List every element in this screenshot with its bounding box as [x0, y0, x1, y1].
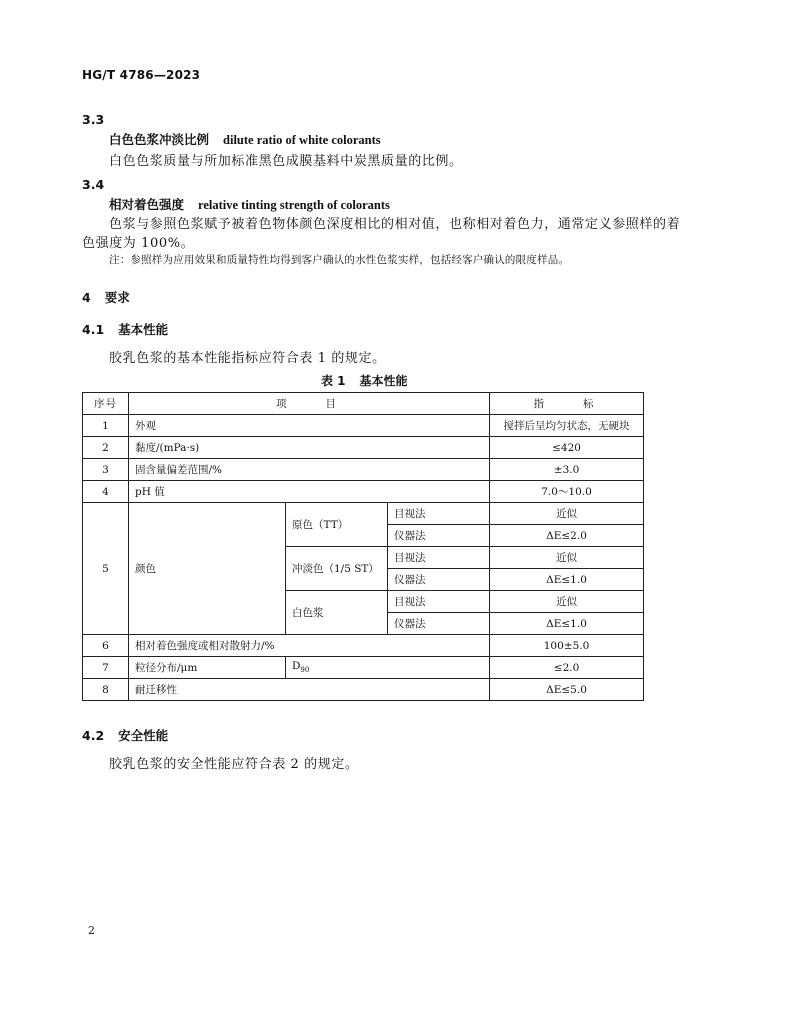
section-number: 3.4 [82, 177, 105, 192]
colour-st: 冲淡色（1/5 ST） [286, 547, 388, 591]
section-number: 4 [82, 290, 91, 305]
table-caption-number: 表 1 [321, 374, 346, 388]
row-no: 3 [83, 459, 129, 481]
row-no: 4 [83, 481, 129, 503]
term-en: relative tinting strength of colorants [198, 198, 390, 212]
d90-subscript: 90 [300, 666, 310, 675]
section-number: 4.2 [82, 728, 105, 743]
term-heading [109, 195, 390, 213]
row-item: 粒径分布/μm [129, 657, 286, 679]
method-instrument: 仪器法 [388, 569, 490, 591]
row-spec: 近似 [490, 591, 644, 613]
table-row [83, 657, 644, 679]
row-spec: 近似 [490, 547, 644, 569]
colour-white: 白色浆 [286, 591, 388, 635]
paragraph: 胶乳色浆的安全性能应符合表 2 的规定。 [109, 757, 359, 772]
term-heading [109, 130, 381, 148]
method-instrument: 仪器法 [388, 525, 490, 547]
row-no: 8 [83, 679, 129, 701]
term-en: dilute ratio of white colorants [223, 133, 381, 147]
row-spec: ΔE≤1.0 [490, 613, 644, 635]
term-definition-line2: 色强度为 100%。 [82, 236, 195, 251]
d90-label: D [292, 660, 301, 673]
table-row [83, 437, 644, 459]
row-spec: ≤2.0 [490, 657, 644, 679]
page-number: 2 [88, 924, 95, 937]
row-spec: ≤420 [490, 437, 644, 459]
row-no: 2 [83, 437, 129, 459]
table-caption-title: 基本性能 [359, 374, 408, 388]
section-title: 基本性能 [118, 322, 169, 337]
row-item: 颜色 [129, 503, 286, 635]
table-caption [321, 372, 408, 389]
paragraph: 胶乳色浆的基本性能指标应符合表 1 的规定。 [109, 351, 386, 366]
table-row [83, 635, 644, 657]
row-item: 固含量偏差范围/% [129, 459, 490, 481]
basic-performance-table [82, 392, 644, 701]
method-visual: 目视法 [388, 503, 490, 525]
term-definition: 白色色浆质量与所加标准黑色成膜基料中炭黑质量的比例。 [109, 154, 463, 169]
colour-tt: 原色（TT） [286, 503, 388, 547]
table-row [83, 679, 644, 701]
table-row [83, 459, 644, 481]
header-spec: 指 标 [490, 393, 644, 415]
table-row [83, 415, 644, 437]
section-heading-4 [82, 288, 130, 306]
row-spec: 100±5.0 [490, 635, 644, 657]
row-spec: 7.0～10.0 [490, 481, 644, 503]
row-spec: ±3.0 [490, 459, 644, 481]
row-no: 1 [83, 415, 129, 437]
section-title: 要求 [104, 290, 130, 305]
method-visual: 目视法 [388, 591, 490, 613]
row-item: 外观 [129, 415, 490, 437]
table-header-row [83, 393, 644, 415]
section-heading-4-1 [82, 320, 168, 338]
row-no: 7 [83, 657, 129, 679]
standard-id: HG/T 4786—2023 [82, 68, 201, 82]
method-instrument: 仪器法 [388, 613, 490, 635]
note: 注：参照样为应用效果和质量特性均得到客户确认的水性色浆实样，包括经客户确认的限度样品。 [109, 254, 570, 266]
term-zh: 白色色浆冲淡比例 [109, 132, 210, 147]
row-spec: ΔE≤5.0 [490, 679, 644, 701]
term-zh: 相对着色强度 [109, 197, 185, 212]
method-visual: 目视法 [388, 547, 490, 569]
section-title: 安全性能 [118, 728, 169, 743]
header-no: 序号 [83, 393, 129, 415]
header-item: 项 目 [129, 393, 490, 415]
row-no: 5 [83, 503, 129, 635]
row-item: 耐迁移性 [129, 679, 490, 701]
row-spec: ΔE≤2.0 [490, 525, 644, 547]
section-heading-4-2 [82, 726, 168, 744]
section-number: 3.3 [82, 112, 105, 127]
row-no: 6 [83, 635, 129, 657]
row-spec: ΔE≤1.0 [490, 569, 644, 591]
row-item: pH 值 [129, 481, 490, 503]
row-spec: 搅拌后呈均匀状态，无硬块 [490, 415, 644, 437]
row-subitem [286, 657, 490, 679]
table-row [83, 481, 644, 503]
row-spec: 近似 [490, 503, 644, 525]
section-number: 4.1 [82, 322, 105, 337]
table-row [83, 503, 644, 525]
row-item: 黏度/(mPa·s) [129, 437, 490, 459]
term-definition-line1: 色浆与参照色浆赋予被着色物体颜色深度相比的相对值，也称相对着色力，通常定义参照样的着 [109, 217, 681, 232]
row-item: 相对着色强度或相对散射力/% [129, 635, 490, 657]
